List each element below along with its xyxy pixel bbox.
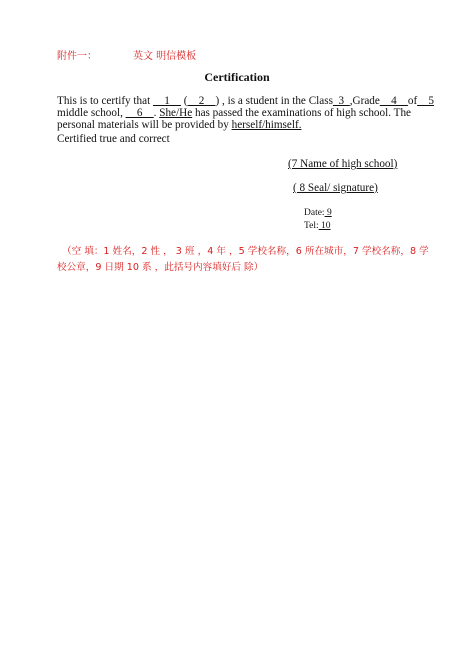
body-text: personal materials will be provided by — [57, 119, 232, 131]
tel-line — [304, 221, 331, 231]
blank-gender: __2__ — [187, 95, 216, 107]
body-text: This is to certify that — [57, 95, 154, 107]
blank-grade: __4__ — [379, 95, 408, 107]
body-text: ( — [180, 95, 188, 107]
school-name-placeholder — [288, 158, 397, 170]
tel-value: 10 — [318, 221, 331, 231]
date-label: Date: — [304, 208, 325, 218]
school-name-text: (7 Name of high school) — [288, 158, 398, 170]
body-text: ,Grade — [349, 95, 380, 107]
body-line-3 — [57, 119, 302, 131]
blank-class: _3_ — [332, 95, 350, 107]
document-title: Certification — [204, 70, 270, 84]
blank-name: __1__ — [153, 95, 181, 107]
attachment-label: 附件一： — [57, 51, 97, 62]
seal-placeholder — [293, 182, 378, 194]
date-line — [304, 208, 332, 218]
body-text: . — [153, 107, 160, 119]
seal-text: ( 8 Seal/ signature) — [293, 182, 378, 194]
instruction-note-line-2: 校公章，9 日期 10 系 ，此括号内容填好后 除） — [57, 262, 264, 273]
pronoun-object: herself/himself. — [231, 119, 302, 131]
header-line — [57, 47, 196, 62]
certified-line: Certified true and correct — [57, 133, 170, 145]
blank-school: __5 — [417, 95, 434, 107]
instruction-note-line-1: （空 填：1 姓名，2 性 ， 3 班 ，4 年 ，5 学校名称，6 所在城市，7 学校名称，8 学 — [62, 246, 429, 257]
body-line-1 — [57, 95, 434, 107]
body-line-2 — [57, 107, 411, 119]
body-text: of — [407, 95, 418, 107]
blank-city: __6__ — [125, 107, 154, 119]
pronoun-subject: She/He — [159, 107, 193, 119]
body-text: middle school, — [57, 107, 126, 119]
date-value: 9 — [324, 208, 332, 218]
tel-label: Tel: — [304, 221, 319, 231]
template-name: 英文 明信模板 — [133, 51, 197, 62]
body-text: ) , is a student in the Class — [215, 95, 333, 107]
body-text: has passed the examinations of high school. The — [192, 107, 412, 119]
